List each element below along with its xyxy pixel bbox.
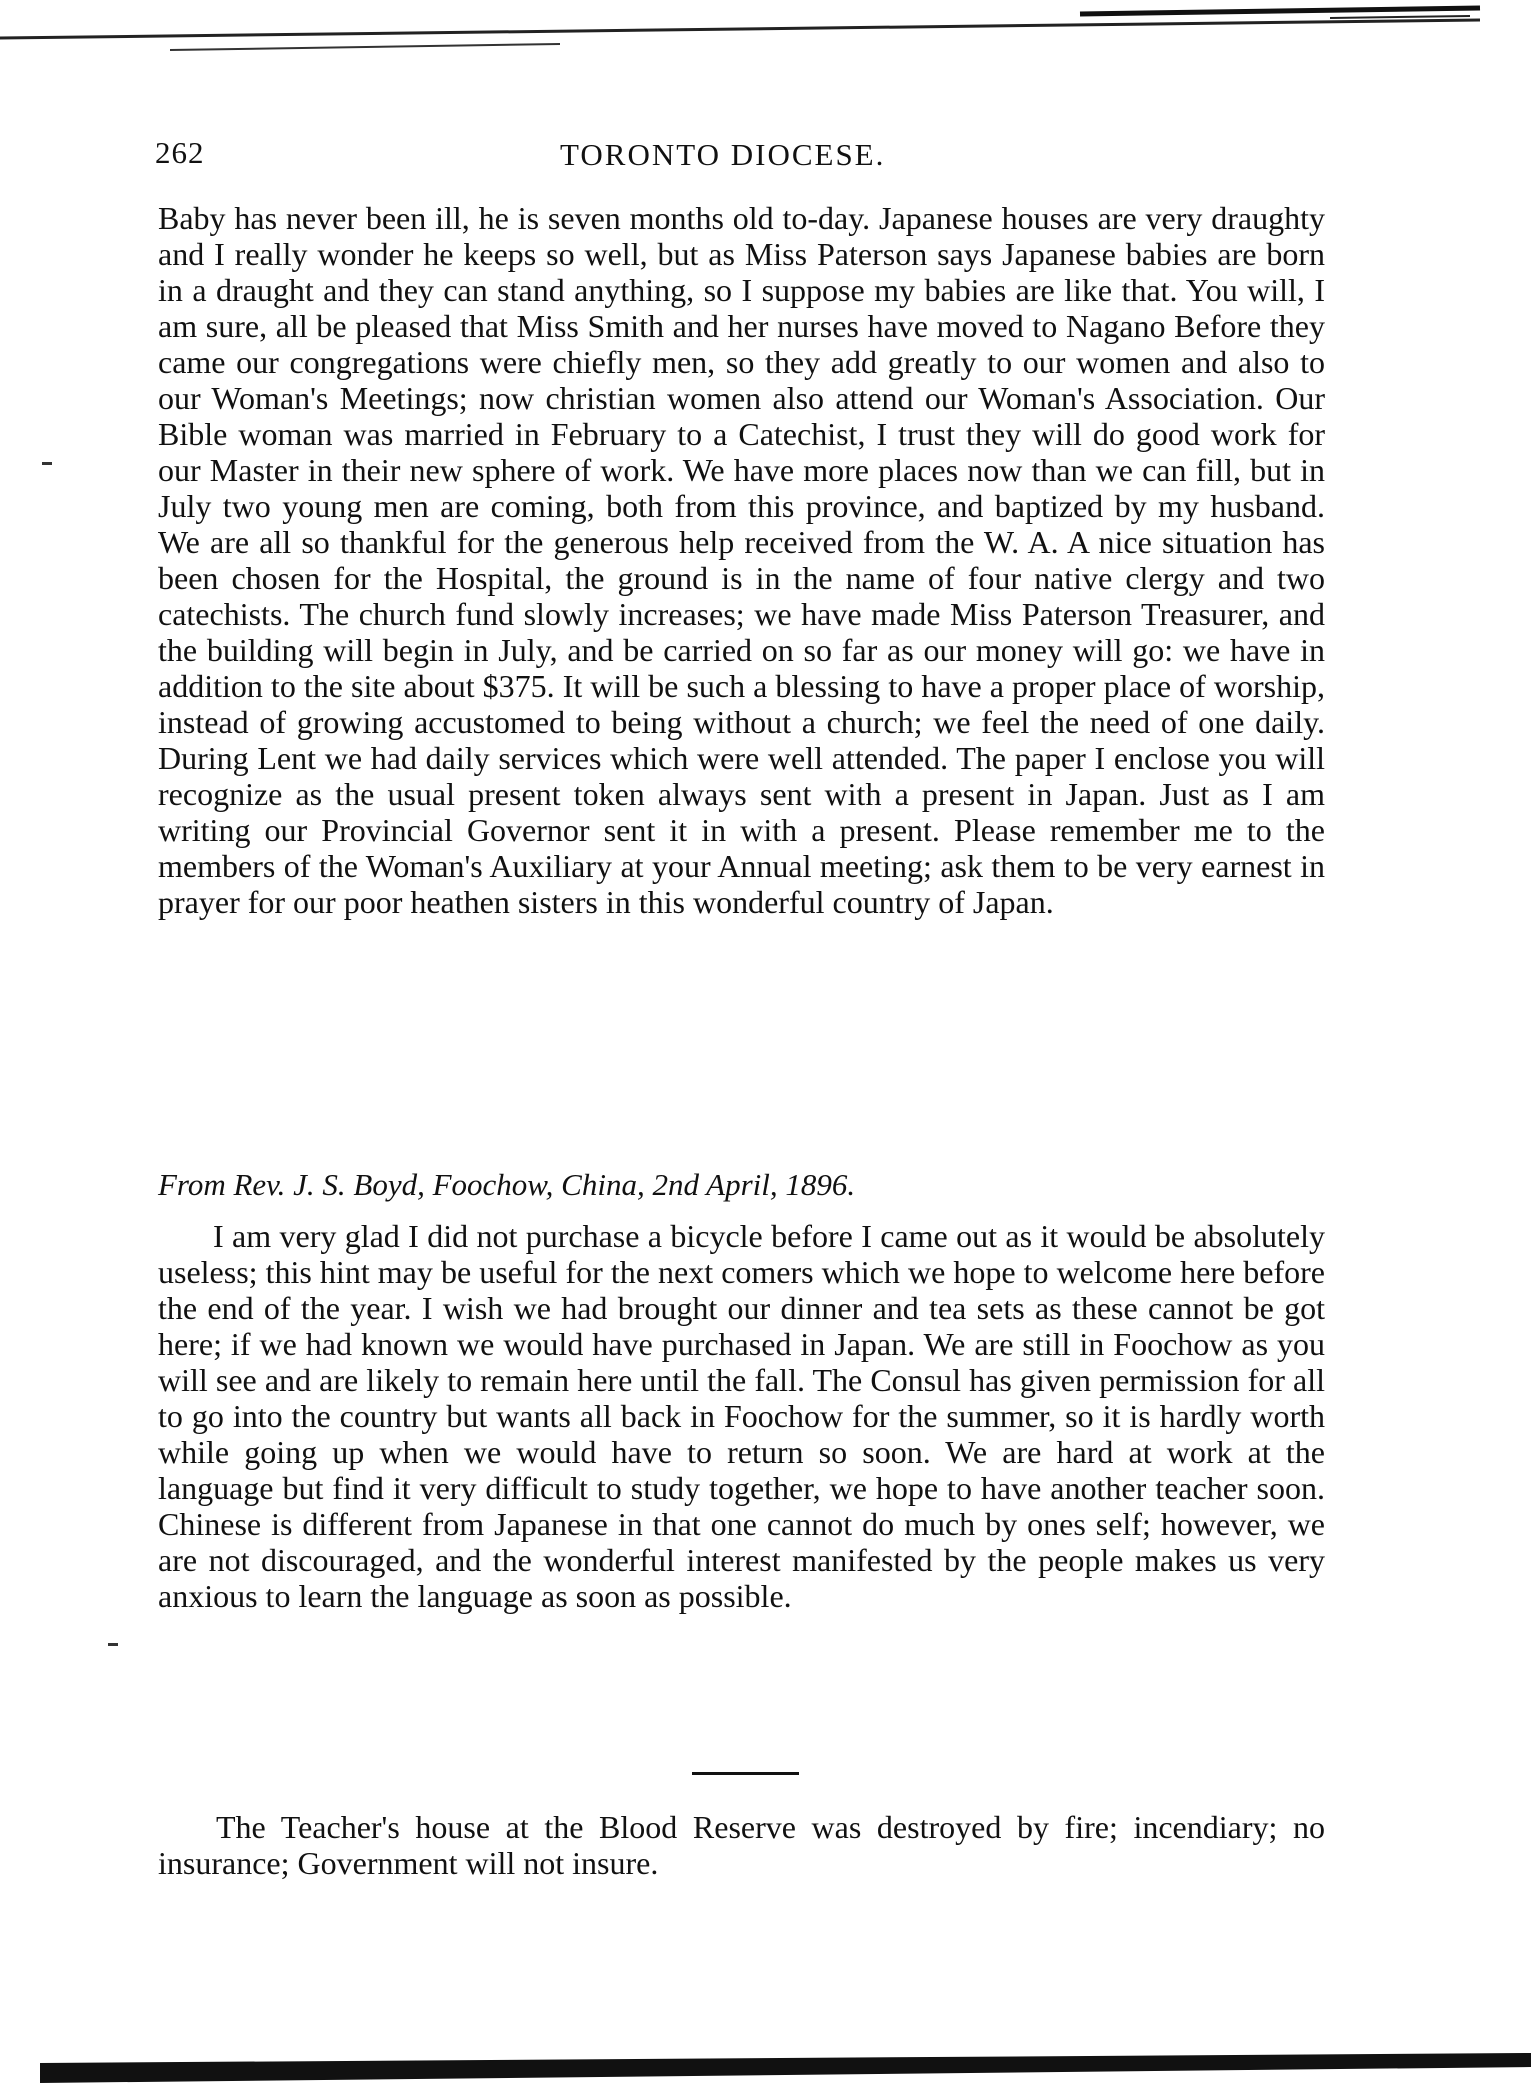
running-head: TORONTO DIOCESE. [560, 137, 886, 172]
letter-paragraph: Baby has never been ill, he is seven months old to-day. Japanese houses are very draughty and I really wonder he keeps so well, but as Miss Paterson says Japanese babies are born in a draught and they can stand anything, so I suppose my babies are like that. You will, I am sure, all be pleased that Miss Smith and her nurses have moved to Nagano Before they came our congregations were chiefly men, so they add greatly to our women and also to our Woman's Meetings; now christian women also attend our Woman's Association. Our Bible woman was married in February to a Catechist, I trust they will do good work for our Master in their new sphere of work. We have more places now than we can fill, but in July two young men are coming, both from this province, and baptized by my husband. We are all so thankful for the generous help received from the W. A. A nice situation has been chosen for the Hospital, the ground is in the name of four native clergy and two catechists. The church fund slowly increases; we have made Miss Paterson Treasurer, and the building will begin in July, and be carried on so far as our money will go: we have in addition to the site about $375. It will be such a blessing to have a proper place of worship, instead of growing accustomed to being without a church; we feel the need of one daily. During Lent we had daily services which were well attended. The paper I enclose you will recognize as the usual present token always sent with a present in Japan. Just as I am writing our Provincial Governor sent it in with a present. Please remember me to the members of the Woman's Auxiliary at your Annual meeting; ask them to be very earnest in prayer for our poor heathen sisters in this wonderful country of Japan. [158, 200, 1325, 920]
letter-heading: From Rev. J. S. Boyd, Foochow, China, 2nd April, 1896. [158, 1167, 856, 1202]
margin-mark [108, 1643, 118, 1646]
letter-paragraph: I am very glad I did not purchase a bicycle before I came out as it would be absolutely useless; this hint may be useful for the next comers which we hope to welcome here before the end of the year. I wish we had brought our dinner and tea sets as these cannot be got here; if we had known we would have purchased in Japan. We are still in Foochow as you will see and are likely to remain here until the fall. The Consul has given permission for all to go into the country but wants all back in Foochow for the summer, so it is hardly worth while going up when we would have to return so soon. We are hard at work at the language but find it very difficult to study together, we hope to have another teacher soon. Chinese is different from Japanese in that one cannot do much by ones self; however, we are not discouraged, and the wonderful interest manifested by the people makes us very anxious to learn the language as soon as possible. [158, 1218, 1325, 1614]
section-separator [692, 1772, 799, 1775]
margin-mark [42, 462, 52, 465]
bottom-scan-border [40, 2045, 1531, 2085]
notice-paragraph: The Teacher's house at the Blood Reserve was destroyed by fire; incendiary; no insurance; Government will not insure. [158, 1809, 1325, 1881]
page-number: 262 [155, 135, 205, 170]
page-header [155, 135, 1325, 175]
top-scan-border [0, 0, 1531, 60]
